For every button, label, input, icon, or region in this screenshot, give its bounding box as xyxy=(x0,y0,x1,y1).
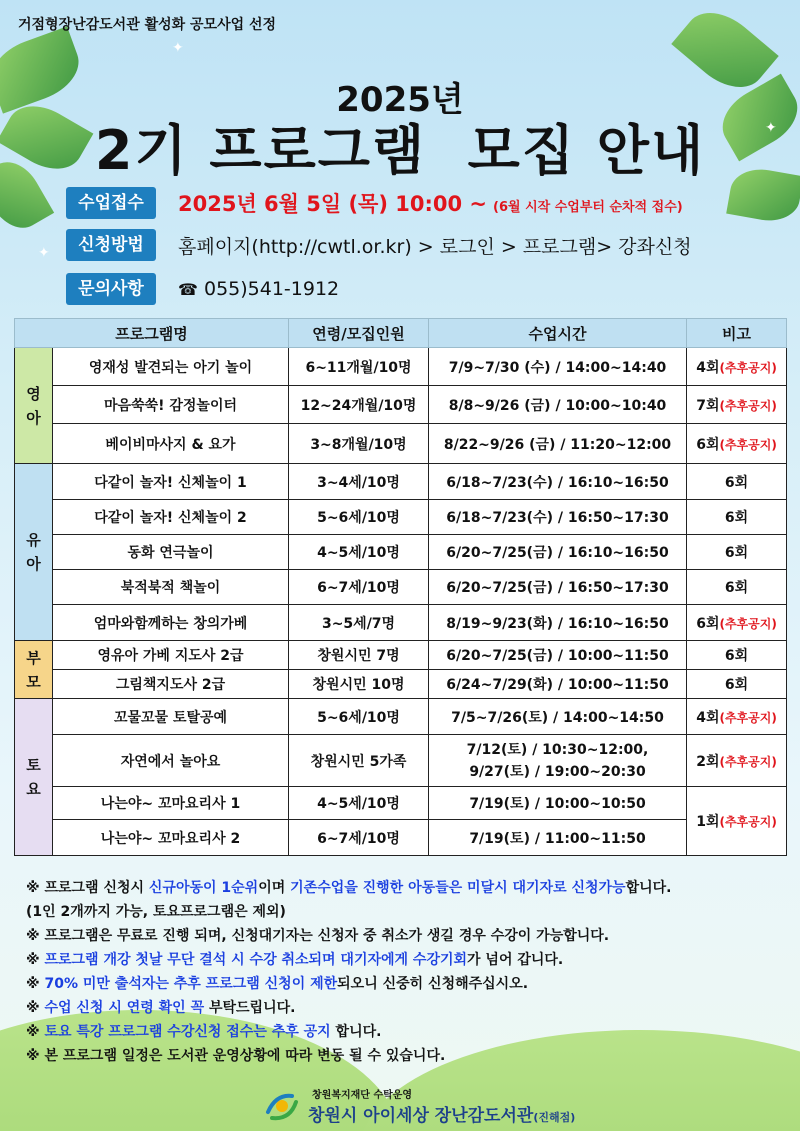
program-age: 6~7세/10명 xyxy=(289,820,429,856)
program-remark xyxy=(687,386,787,424)
note-highlight: 수업 신청 시 연령 확인 꼭 xyxy=(44,1000,205,1016)
remark-note: (추후공지) xyxy=(719,710,777,725)
program-remark xyxy=(687,641,787,670)
program-remark xyxy=(687,424,787,464)
program-name: 엄마와함께하는 창의가베 xyxy=(53,605,289,641)
remark-note: (추후공지) xyxy=(719,616,777,631)
note-text: ※ xyxy=(26,1024,45,1040)
table-row xyxy=(15,348,787,386)
note-line: ※ 본 프로그램 일정은 도서관 운영상황에 따라 변동 될 수 있습니다. xyxy=(26,1048,446,1064)
table-row xyxy=(15,570,787,605)
note-line xyxy=(26,948,786,972)
program-time: 8/8~9/26 (금) / 10:00~10:40 xyxy=(429,386,687,424)
program-remark xyxy=(687,348,787,386)
program-name: 나는야~ 꼬마요리사 2 xyxy=(53,820,289,856)
note-text: 합니다. xyxy=(330,1024,382,1040)
note-highlight: 70% 미만 출석자는 추후 프로그램 신청이 제한 xyxy=(44,976,338,992)
remark-note: (추후공지) xyxy=(719,754,777,769)
contact-number: 055)541-1912 xyxy=(203,278,340,300)
program-name: 다같이 놀자! 신체놀이 2 xyxy=(53,500,289,535)
program-name: 베이비마사지 & 요가 xyxy=(53,424,289,464)
program-time: 6/18~7/23(수) / 16:10~16:50 xyxy=(429,464,687,500)
footer xyxy=(262,1086,575,1126)
session-count: 4회 xyxy=(696,709,720,726)
program-name: 나는야~ 꼬마요리사 1 xyxy=(53,787,289,820)
program-time: 6/18~7/23(수) / 16:50~17:30 xyxy=(429,500,687,535)
note-text: 합니다. xyxy=(625,880,672,896)
reception-note: (6월 시작 수업부터 순차적 접수) xyxy=(493,200,683,215)
note-line xyxy=(26,996,786,1020)
method-label: 신청방법 xyxy=(66,229,156,261)
note-line xyxy=(26,876,786,900)
program-age: 6~7세/10명 xyxy=(289,570,429,605)
session-count: 6회 xyxy=(724,677,749,693)
sparkle-decoration: ✦ xyxy=(765,120,777,136)
footer-branch: (진해점) xyxy=(533,1111,576,1124)
table-row xyxy=(15,605,787,641)
session-count: 6회 xyxy=(724,474,749,491)
program-time: 7/9~7/30 (수) / 14:00~14:40 xyxy=(429,348,687,386)
note-highlight: 프로그램 개강 첫날 무단 결석 시 수강 취소되며 대기자에게 수강기회 xyxy=(44,952,468,968)
program-time: 6/24~7/29(화) / 10:00~11:50 xyxy=(429,670,687,699)
program-name: 그림책지도사 2급 xyxy=(53,670,289,699)
program-name: 영재성 발견되는 아기 놀이 xyxy=(53,348,289,386)
contact-value xyxy=(178,278,339,300)
session-count: 6회 xyxy=(696,615,720,632)
session-count: 2회 xyxy=(696,753,720,770)
table-row xyxy=(15,386,787,424)
note-line xyxy=(26,972,786,996)
program-remark xyxy=(687,535,787,570)
program-remark xyxy=(687,570,787,605)
program-age: 3~5세/7명 xyxy=(289,605,429,641)
note-text: ※ 프로그램 신청시 xyxy=(26,880,149,896)
program-age: 창원시민 10명 xyxy=(289,670,429,699)
method-row xyxy=(66,229,692,261)
program-remark xyxy=(687,605,787,641)
program-age: 창원시민 5가족 xyxy=(289,735,429,787)
session-count: 4회 xyxy=(696,359,720,376)
program-time-line: 7/12(토) / 10:30~12:00, xyxy=(466,741,649,758)
program-time: 6/20~7/25(금) / 10:00~11:50 xyxy=(429,641,687,670)
note-text: ※ xyxy=(26,952,45,968)
session-count: 6회 xyxy=(724,580,749,596)
footer-library-name: 창원시 아이세상 장난감도서관 xyxy=(308,1106,534,1126)
remark-note: (추후공지) xyxy=(719,437,777,452)
program-time: 7/19(토) / 11:00~11:50 xyxy=(429,820,687,856)
session-count: 6회 xyxy=(724,545,749,561)
method-value: 홈페이지(http://cwtl.or.kr) > 로그인 > 프로그램> 강좌신청 xyxy=(178,235,692,258)
category-cell: 토 요 xyxy=(15,699,53,856)
program-table xyxy=(14,318,787,856)
program-remark xyxy=(687,500,787,535)
notes-section xyxy=(26,876,786,1068)
header-program-name: 프로그램명 xyxy=(15,319,289,348)
note-text: ※ xyxy=(26,976,45,992)
session-count: 7회 xyxy=(696,397,720,414)
main-title: 2기 프로그램 모집 안내 xyxy=(94,119,706,182)
reception-value xyxy=(178,188,683,218)
program-time: 8/22~9/26 (금) / 11:20~12:00 xyxy=(429,424,687,464)
table-row xyxy=(15,424,787,464)
header-time: 수업시간 xyxy=(429,319,687,348)
program-remark xyxy=(687,464,787,500)
header-age: 연령/모집인원 xyxy=(289,319,429,348)
category-cell: 부 모 xyxy=(15,641,53,699)
program-time: 8/19~9/23(화) / 16:10~16:50 xyxy=(429,605,687,641)
session-count: 6회 xyxy=(724,510,749,526)
reception-row xyxy=(66,187,683,219)
program-name: 동화 연극놀이 xyxy=(53,535,289,570)
program-time: 6/20~7/25(금) / 16:10~16:50 xyxy=(429,535,687,570)
program-name: 영유아 가베 지도사 2급 xyxy=(53,641,289,670)
program-name: 마음쑥쑥! 감정놀이터 xyxy=(53,386,289,424)
program-age: 6~11개월/10명 xyxy=(289,348,429,386)
table-row xyxy=(15,670,787,699)
sparkle-decoration: ✦ xyxy=(172,40,184,56)
note-highlight: 토요 특강 프로그램 수강신청 접수는 추후 공지 xyxy=(44,1024,331,1040)
table-row xyxy=(15,464,787,500)
remark-note: (추후공지) xyxy=(719,815,777,829)
note-line: (1인 2개까지 가능, 토요프로그램은 제외) xyxy=(26,904,286,920)
program-time: 7/5~7/26(토) / 14:00~14:50 xyxy=(429,699,687,735)
note-highlight: 신규아동이 1순위 xyxy=(148,880,259,896)
program-name: 자연에서 놀아요 xyxy=(53,735,289,787)
table-row xyxy=(15,535,787,570)
reception-label: 수업접수 xyxy=(66,187,156,219)
table-row xyxy=(15,787,787,820)
contact-label: 문의사항 xyxy=(66,273,156,305)
header-remark: 비고 xyxy=(687,319,787,348)
table-row xyxy=(15,641,787,670)
note-highlight: 기존수업을 진행한 아동들은 미달시 대기자로 신청가능 xyxy=(290,880,626,896)
session-count: 1회 xyxy=(696,814,720,830)
note-line: ※ 프로그램은 무료로 진행 되며, 신청대기자는 신청자 중 취소가 생길 경우 수강이 가능합니다. xyxy=(26,928,610,944)
program-age: 5~6세/10명 xyxy=(289,500,429,535)
note-text: 이며 xyxy=(258,880,291,896)
program-time: 7/19(토) / 10:00~10:50 xyxy=(429,787,687,820)
program-remark xyxy=(687,735,787,787)
program-name: 꼬물꼬물 토탈공예 xyxy=(53,699,289,735)
note-text: 가 넘어 갑니다. xyxy=(467,952,564,968)
note-line xyxy=(26,1020,786,1044)
session-count: 6회 xyxy=(724,648,749,664)
note-text: 부탁드립니다. xyxy=(204,1000,296,1016)
program-age: 4~5세/10명 xyxy=(289,787,429,820)
table-row xyxy=(15,500,787,535)
table-row xyxy=(15,735,787,787)
footer-title xyxy=(308,1101,575,1126)
telephone-icon: ☎ xyxy=(178,280,198,299)
remark-note: (추후공지) xyxy=(719,360,777,375)
program-name: 다같이 놀자! 신체놀이 1 xyxy=(53,464,289,500)
program-age: 3~8개월/10명 xyxy=(289,424,429,464)
program-remark xyxy=(687,787,787,856)
program-time: 6/20~7/25(금) / 16:50~17:30 xyxy=(429,570,687,605)
note-text: 되오니 신중히 신청해주십시오. xyxy=(337,976,529,992)
program-age: 3~4세/10명 xyxy=(289,464,429,500)
program-remark xyxy=(687,670,787,699)
table-header-row xyxy=(15,319,787,348)
program-remark xyxy=(687,699,787,735)
sparkle-decoration: ✦ xyxy=(38,245,50,261)
program-time xyxy=(429,735,687,787)
category-cell: 영 아 xyxy=(15,348,53,464)
top-caption: 거점형장난감도서관 활성화 공모사업 선정 xyxy=(18,17,277,33)
program-time-line: 9/27(토) / 19:00~20:30 xyxy=(469,763,646,780)
program-name: 북적북적 책놀이 xyxy=(53,570,289,605)
contact-row xyxy=(66,273,339,305)
program-age: 4~5세/10명 xyxy=(289,535,429,570)
session-count: 6회 xyxy=(696,436,720,453)
category-cell: 유 아 xyxy=(15,464,53,641)
footer-subtitle: 창원복지재단 수탁운영 xyxy=(312,1090,413,1101)
table-row xyxy=(15,699,787,735)
note-text: ※ xyxy=(26,1000,45,1016)
year-title: 2025년 xyxy=(336,80,464,120)
library-logo-icon xyxy=(262,1086,302,1126)
program-age: 5~6세/10명 xyxy=(289,699,429,735)
reception-date: 2025년 6월 5일 (목) 10:00 ~ xyxy=(178,192,488,216)
remark-note: (추후공지) xyxy=(719,398,777,413)
program-age: 창원시민 7명 xyxy=(289,641,429,670)
table-row xyxy=(15,820,787,856)
program-age: 12~24개월/10명 xyxy=(289,386,429,424)
